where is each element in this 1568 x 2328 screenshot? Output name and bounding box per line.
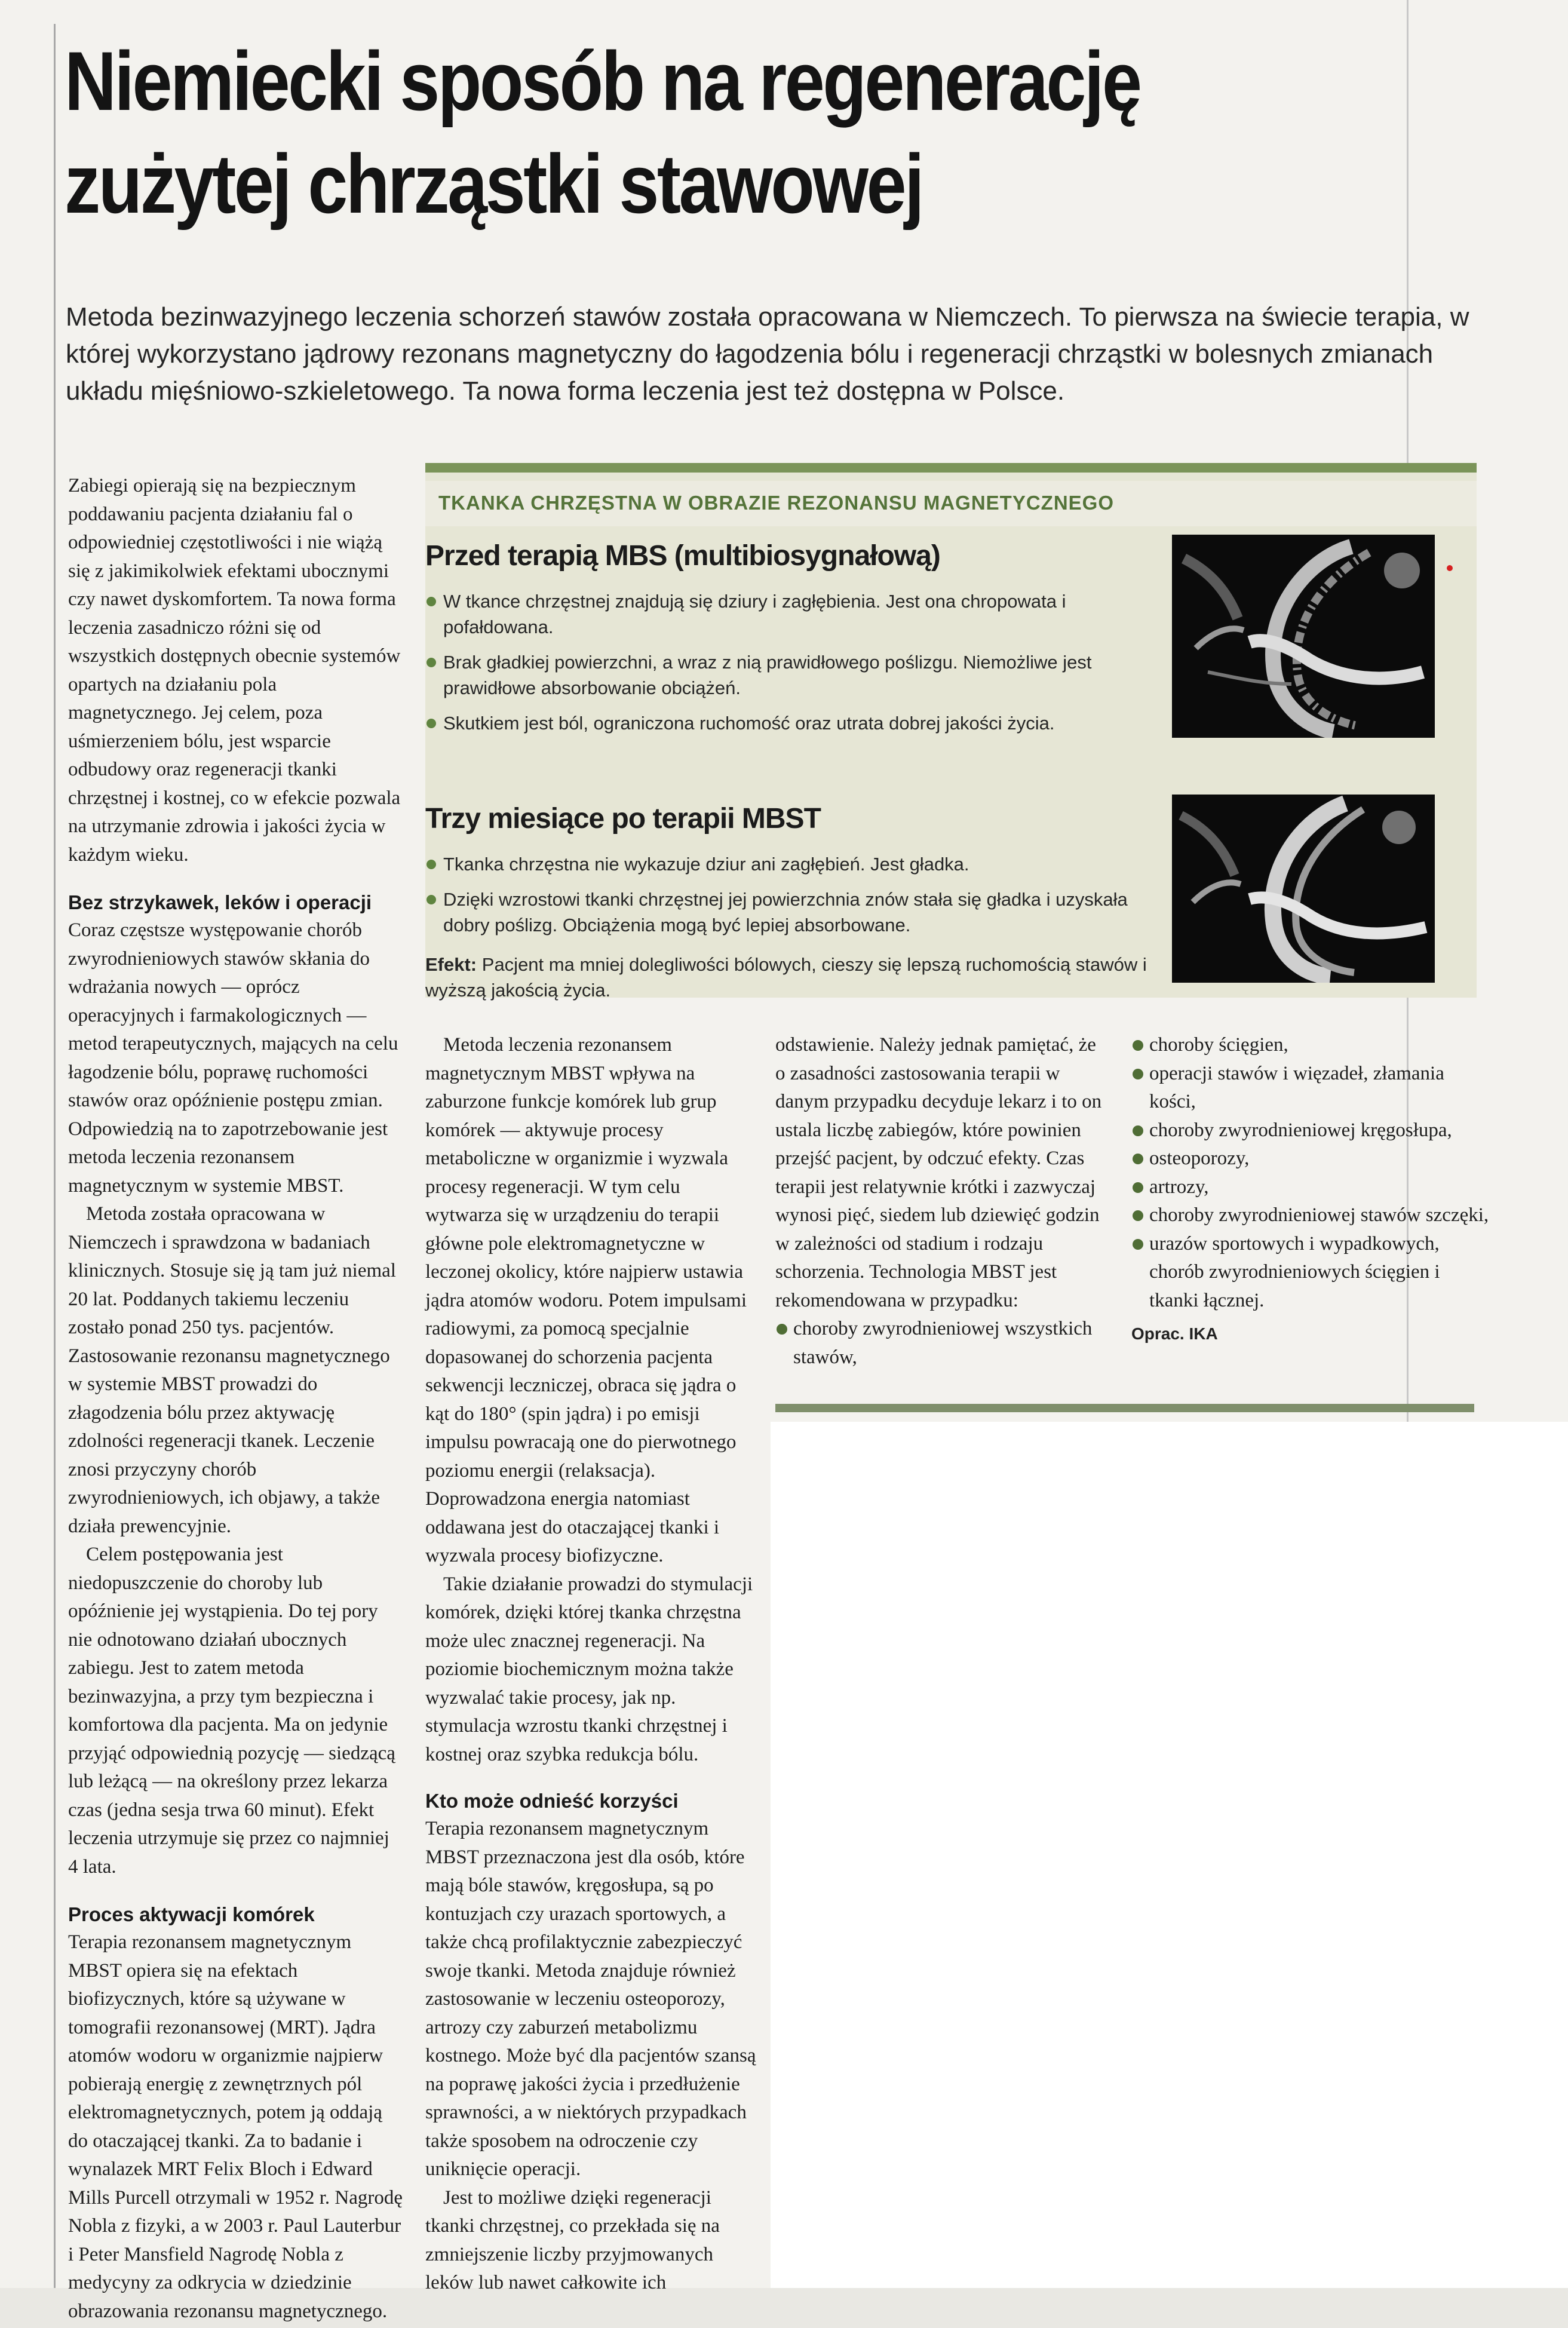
indication-item: choroby ścięgien, [1131, 1031, 1490, 1060]
indication-item: choroby zwyrodnieniowej kręgosłupa, [1131, 1117, 1490, 1145]
col4-indications-list [1131, 1031, 1490, 1315]
before-item: W tkance chrzęstnej znajdują się dziury i zagłębienia. Jest ona chropowata i pofałdowana. [425, 588, 1160, 640]
mri-infobox [425, 463, 1477, 1001]
column-1 [68, 472, 403, 2326]
col1-paragraph-3: Metoda została opracowana w Niemczech i sprawdzona w badaniach klinicznych. Stosuje się ją tam już niemal 20 lat. Poddanych takiemu leczeniu zostało ponad 250 tys. pacjentów. Zastosowanie rezonansu magnetycznego w systemie MBST prowadzi do złagodzenia bólu przez aktywację zdolności regeneracji tkanek. Leczenie znosi przyczyny chorób zwyrodnieniowych, ich objawy, a także działa prewencyjnie. [68, 1203, 396, 1537]
col1-paragraph-2: Coraz częstsze występowanie chorób zwyrodnieniowych stawów skłania do wdrażania nowych — oprócz operacyjnych i farmakologicznych — metod terapeutycznych, mających na celu łagodzenie bólu, poprawę ruchomości stawów oraz opóźnienie postępu zmian. Odpowiedzią na to zapotrzebowanie jest metoda leczenia rezonansem magnetycznym w systemie MBST. [68, 919, 398, 1197]
column-3 [775, 1031, 1110, 1372]
indication-item: choroby zwyrodnieniowej wszystkich stawów, [775, 1315, 1110, 1372]
indication-item: urazów sportowych i wypadkowych, chorób zwyrodnieniowych ścięgien i tkanki łącznej. [1131, 1230, 1490, 1315]
before-therapy-heading: Przed terapią MBS (multibiosygnałową) [425, 540, 940, 572]
col1-paragraph-1: Zabiegi opierają się na bezpiecznym poddawaniu pacjenta działaniu fal o odpowiedniej częstotliwości i nie wiążą się z jakimikolwiek efektami ubocznymi czy nawet dyskomfortem. Ta nowa forma leczenia zasadniczo różni się od wszystkich dostępnych obecnie systemów opartych na działaniu pola magnetycznego. Jej celem, poza uśmierzeniem bólu, jest wsparcie odbudowy oraz regeneracji tkanki chrzęstnej i kostnej, co w efekcie pozwala na utrzymanie zdrowia i jakości życia w każdym wieku. [68, 475, 401, 866]
column-2 [425, 1031, 760, 2298]
indication-item: osteoporozy, [1131, 1145, 1490, 1173]
col3-paragraph-1: odstawienie. Należy jednak pamiętać, że o zasadności zastosowania terapii w danym przypadku decyduje lekarz i to on ustala liczbę zabiegów, które powinien przejść pacjent, by odczuć efekty. Czas terapii jest relatywnie krótki i zazwyczaj wynosi pięć, siedem lub dziewięć godzin w zależności od stadium i rodzaju schorzenia. Technologia MBST jest rekomendowana w przypadku: [775, 1034, 1102, 1311]
after-therapy-heading: Trzy miesiące po terapii MBST [425, 803, 821, 835]
mri-image-after [1172, 795, 1435, 983]
after-therapy-list [425, 851, 1160, 947]
infobox-title: TKANKA CHRZĘSTNA W OBRAZIE REZONANSU MAGNETYCZNEGO [438, 492, 1115, 514]
col2-paragraph-4: Jest to możliwe dzięki regeneracji tkanki chrzęstnej, co przekłada się na zmniejszenie liczby przyjmowanych leków lub nawet całkowite ich [425, 2186, 720, 2293]
subhead-cell-activation: Proces aktywacji komórek [68, 1903, 315, 1925]
section-bottom-rule [775, 1404, 1474, 1412]
col3-indications-list [775, 1315, 1110, 1372]
author-credit: Oprac. IKA [1131, 1324, 1218, 1343]
indication-item: artrozy, [1131, 1173, 1490, 1202]
headline-line-1: Niemiecki sposób na regenerację [65, 34, 1140, 128]
headline [65, 30, 1287, 235]
effect-note [425, 952, 1178, 1003]
subhead-no-syringes: Bez strzykawek, leków i operacji [68, 891, 372, 913]
before-item: Brak gładkiej powierzchni, a wraz z nią prawidłowego poślizgu. Niemożliwe jest prawidłowe absorbowanie obciążeń. [425, 649, 1160, 701]
indication-item: operacji stawów i więzadeł, złamania kości, [1131, 1060, 1490, 1117]
indication-item: choroby zwyrodnieniowej stawów szczęki, [1131, 1201, 1490, 1230]
mri-image-before [1172, 535, 1435, 738]
effect-text: Pacjent ma mniej dolegliwości bólowych, cieszy się lepszą ruchomością stawów i wyższą jakością życia. [425, 954, 1147, 1001]
before-item: Skutkiem jest ból, ograniczona ruchomość oraz utrata dobrej jakości życia. [425, 710, 1160, 736]
subhead-who-benefits: Kto może odnieść korzyści [425, 1790, 679, 1812]
left-fold-line [54, 24, 56, 2288]
col1-paragraph-5: Terapia rezonansem magnetycznym MBST opiera się na efektach biofizycznych, które są używane w tomografii rezonansowej (MRT). Jądra atomów wodoru w organizmie najpierw pobierają energię z zewnętrznych pól elektromagnetycznych, potem ją oddają do otaczającej tkanki. Za to badanie i wynalazek MRT Felix Bloch i Edward Mills Purcell otrzymali w 1952 r. Nagrodę Nobla z fizyki, a w 2003 r. Paul Lauterbur i Peter Mansfield Nagrodę Nobla z medycyny za odkrycia w dziedzinie obrazowania rezonansu magnetycznego. [68, 1931, 403, 2322]
after-item: Tkanka chrzęstna nie wykazuje dziur ani zagłębień. Jest gładka. [425, 851, 1160, 877]
infobox-title-bar [425, 481, 1477, 526]
after-item: Dzięki wzrostowi tkanki chrzęstnej jej powierzchnia znów stała się gładka i uzyskała dobry poślizg. Obciążenia mogą być lepiej absorbowane. [425, 887, 1160, 938]
infobox-top-bar [425, 463, 1477, 473]
col2-paragraph-2: Takie działanie prowadzi do stymulacji komórek, dzięki której tkanka chrzęstna może ulec znacznej regeneracji. Na poziomie biochemicznym można także wyzwalać takie procesy, jak np. stymulacja wzrostu tkanki chrzęstnej i kostnej oraz szybka redukcja bólu. [425, 1573, 753, 1765]
col1-paragraph-4: Celem postępowania jest niedopuszczenie do choroby lub opóźnienie jej wystąpienia. Do tej pory nie odnotowano działań ubocznych zabiegu. Jest to zatem metoda bezinwazyjna, a przy tym bezpieczna i komfortowa dla pacjenta. Ma on jedynie przyjąć odpowiednią pozycję — siedzącą lub leżącą — na określony przez lekarza czas (jedna sesja trwa 60 minut). Efekt leczenia utrzymuje się przez co najmniej 4 lata. [68, 1544, 395, 1878]
print-mark-dot [1447, 565, 1453, 571]
headline-line-2: zużytej chrząstki stawowej [65, 137, 923, 231]
col2-paragraph-3: Terapia rezonansem magnetycznym MBST przeznaczona jest dla osób, które mają bóle stawów, kręgosłupa, są po kontuzjach czy urazach sportowych, a także chcą profilaktycznie zabezpieczyć swoje tkanki. Metoda znajduje również zastosowanie w leczeniu osteoporozy, artrozy czy zaburzeń metabolizmu kostnego. Może być dla pacjentów szansą na poprawę jakości życia i przedłużenie sprawności, a w niektórych przypadkach także sposobem na odroczenie czy uniknięcie operacji. [425, 1818, 756, 2180]
effect-label: Efekt: [425, 954, 477, 975]
lead-paragraph: Metoda bezinwazyjnego leczenia schorzeń stawów została opracowana w Niemczech. To pierwsza na świecie terapia, w której wykorzystano jądrowy rezonans magnetyczny do łagodzenia bólu i regeneracji chrząstki w bolesnych zmianach układu mięśniowo-szkieletowego. Ta nowa forma leczenia jest też dostępna w Polsce. [66, 302, 1469, 406]
column-4 [1131, 1031, 1490, 1348]
col2-paragraph-1: Metoda leczenia rezonansem magnetycznym MBST wpływa na zaburzone funkcje komórek lub grup komórek — aktywuje procesy metaboliczne w organizmie i wyzwala procesy regeneracji. W tym celu wytwarza się w urządzeniu do terapii główne pole elektromagnetyczne w leczonej okolicy, które najpierw ustawia jądra atomów wodoru. Potem impulsami radiowymi, za pomocą specjalnie dopasowanej do schorzenia pacjenta sekwencji leczniczej, obraca się jądra o kąt do 180° (spin jądra) i po emisji impulsu powracają one do pierwotnego poziomu energii (relaksacja). Doprowadzona energia natomiast oddawana jest do otaczającej tkanki i wyzwala procesy biofizyczne. [425, 1034, 747, 1566]
before-therapy-list [425, 588, 1160, 746]
blank-area [771, 1422, 1568, 2328]
